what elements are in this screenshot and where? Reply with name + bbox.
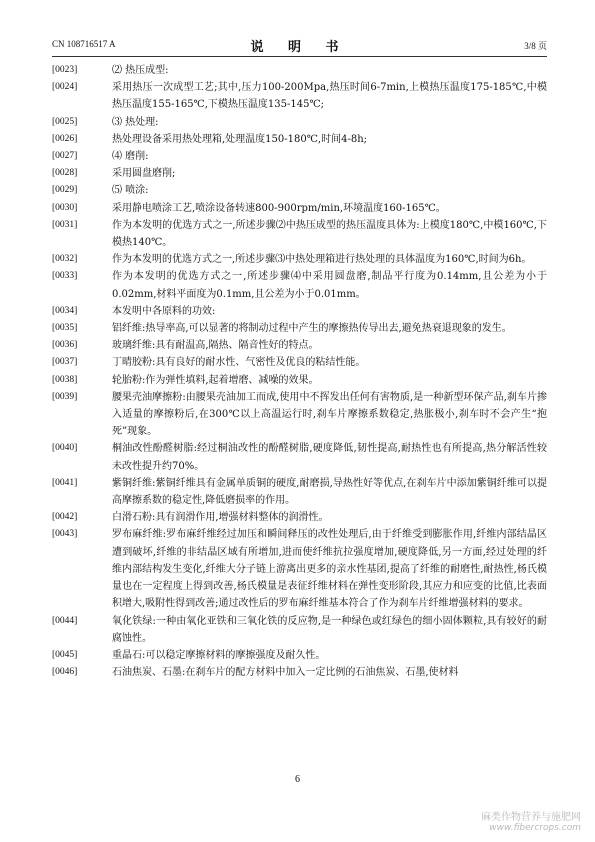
- paragraph: [52, 664, 547, 681]
- paragraph: [52, 389, 547, 441]
- paragraph-number: [0033]: [52, 271, 78, 282]
- paragraph-number: [0036]: [52, 340, 78, 351]
- paragraph-text: 氧化铁绿:一种由氧化亚铁和三氧化铁的反应物,是一种绿色或红绿色的细小固体颗粒,具有较好的耐腐蚀性。: [112, 615, 547, 644]
- paragraph-text: 轮胎粉:作为弹性填料,起着增磨、减噪的效果。: [112, 374, 319, 386]
- paragraph-text: ⑶ 热处理:: [112, 116, 159, 128]
- paragraph: [52, 200, 547, 217]
- patent-number: CN 108716517 A: [52, 39, 116, 49]
- paragraph-number: [0037]: [52, 357, 78, 368]
- paragraph: [52, 251, 547, 268]
- paragraph-text: 热处理设备采用热处理箱,处理温度150-180℃,时间4-8h;: [112, 133, 368, 145]
- paragraph-text: 紫铜纤维:紫铜纤维具有金属单质铜的硬度,耐磨损,导热性好等优点,在刹车片中添加紫铜纤维可以提高摩擦系数的稳定性,降低磨损率的作用。: [112, 477, 547, 507]
- paragraph: [52, 148, 547, 165]
- paragraph-number: [0026]: [52, 133, 78, 144]
- paragraph: [52, 372, 547, 389]
- paragraph-number: [0027]: [52, 151, 78, 162]
- document-title: 说 明 书: [250, 40, 349, 55]
- paragraph-text: ⑸ 喷涂:: [112, 185, 149, 197]
- paragraph: [52, 509, 547, 526]
- paragraph: [52, 613, 547, 647]
- paragraph: [52, 354, 547, 371]
- paragraph-number: [0029]: [52, 185, 78, 196]
- paragraph-text: 采用热压一次成型工艺;其中,压力100-200Mpa,热压时间6-7min,上模热压温度175-185℃,中模热压温度155-165℃,下模热压温度135-145℃;: [112, 82, 547, 111]
- paragraph: [52, 475, 547, 509]
- paragraph-number: [0038]: [52, 374, 78, 385]
- page-number: 6: [295, 774, 300, 785]
- paragraph: [52, 165, 547, 182]
- page-info: 3/8 页: [524, 41, 547, 51]
- paragraph-number: [0028]: [52, 168, 78, 179]
- paragraph-text: 石油焦炭、石墨:在刹车片的配方材料中加入一定比例的石油焦炭、石墨,使材料: [112, 667, 459, 679]
- paragraph: [52, 268, 547, 302]
- paragraph-number: [0023]: [52, 65, 78, 75]
- page-header: [52, 36, 547, 55]
- paragraph-number: [0024]: [52, 82, 78, 93]
- header-rule: [52, 56, 547, 57]
- paragraph-text: 采用圆盘磨削;: [112, 168, 176, 180]
- paragraph-number: [0030]: [52, 202, 78, 213]
- paragraph-text: 白滑石粉:具有润滑作用,增强材料整体的润滑性。: [112, 512, 329, 524]
- paragraph-text: 本发明中各原料的功效:: [112, 305, 216, 317]
- watermark-url: www.fibercrops.com: [489, 823, 581, 833]
- paragraph-text: ⑵ 热压成型:: [112, 65, 169, 76]
- paragraph-number: [0042]: [52, 512, 78, 523]
- paragraph-text: ⑷ 磨削:: [112, 151, 149, 163]
- paragraph: [52, 182, 547, 199]
- paragraph-text: 铝纤维:热导率高,可以显著的将制动过程中产生的摩擦热传导出去,避免热衰退现象的发生。: [112, 323, 512, 335]
- paragraph: [52, 440, 547, 474]
- paragraph-number: [0046]: [52, 667, 78, 678]
- paragraph-number: [0044]: [52, 615, 78, 626]
- paragraph-number: [0039]: [52, 391, 78, 402]
- paragraph: [52, 62, 547, 79]
- paragraph-number: [0043]: [52, 529, 78, 540]
- paragraph-number: [0031]: [52, 219, 78, 230]
- paragraph-text: 罗布麻纤维:罗布麻纤维经过加压和瞬间释压的改性处理后,由于纤维受到膨胀作用,纤维内部结晶区遭到破坏,纤维的非结晶区域有所增加,进而使纤维抗拉强度增加,硬度降低,另一方面,经过处理的纤维内部结构发生变化,纤维大分子链上游离出更多的亲水性基团,提高了纤维的耐磨性,耐热性,杨氏模量也在一定程度上得到改善,杨氏模量是表征纤维材料在弹性变形阶段,其应力和应变的比值,比表面积增大,吸附性得到改善;通过改性后的罗布麻纤维基本符合了作为刹车片纤维增强材料的要求。: [112, 529, 547, 610]
- watermark-text: 麻类作物营养与施肥网: [481, 812, 581, 823]
- paragraph-number: [0045]: [52, 649, 78, 660]
- paragraph-text: 玻璃纤维:具有耐温高,隔热、隔音性好的特点。: [112, 340, 319, 352]
- paragraph: [52, 131, 547, 148]
- paragraph-text: 桐油改性酚醛树脂:经过桐油改性的酚醛树脂,硬度降低,韧性提高,耐热性也有所提高,热分解活性较未改性提升约70%。: [112, 443, 547, 472]
- paragraph-text: 作为本发明的优选方式之一,所述步骤⑷中采用圆盘磨,制品平行度为0.14mm,且公差为小于0.02mm,材料平面度为0.1mm,且公差为小于0.01mm。: [112, 271, 547, 300]
- paragraph: [52, 303, 547, 320]
- paragraph-number: [0034]: [52, 305, 78, 316]
- paragraph: [52, 337, 547, 354]
- paragraph-text: 丁晴胶粉:具有良好的耐水性、气密性及优良的粘结性能。: [112, 357, 366, 369]
- paragraph-number: [0035]: [52, 323, 78, 334]
- paragraph-number: [0025]: [52, 116, 78, 127]
- paragraph-text: 作为本发明的优选方式之一,所述步骤⑶中热处理箱进行热处理的具体温度为160℃,时间为6h。: [112, 254, 532, 266]
- paragraph-number: [0041]: [52, 477, 78, 488]
- paragraph-text: 采用静电喷涂工艺,喷涂设备转速800-900rpm/min,环境温度160-165℃。: [112, 202, 446, 214]
- paragraph-number: [0040]: [52, 443, 78, 454]
- paragraph-number: [0032]: [52, 254, 78, 265]
- paragraph: [52, 526, 547, 612]
- paragraph: [52, 79, 547, 113]
- paragraph-text: 腰果壳油摩擦粉:由腰果壳油加工而成,使用中不挥发出任何有害物质,是一种新型环保产品,刹车片掺入适量的摩擦粉后,在300℃以上高温运行时,刹车片摩擦系数稳定,热胀极小,刹车时不会产生“抱死”现象。: [112, 391, 547, 438]
- document-body: [52, 62, 547, 681]
- paragraph: [52, 217, 547, 251]
- paragraph-text: 重晶石:可以稳定摩擦材料的摩擦强度及耐久性。: [112, 649, 326, 661]
- paragraph-text: 作为本发明的优选方式之一,所述步骤⑵中热压成型的热压温度具体为:上模度180℃,中模160℃,下模热140℃。: [112, 219, 547, 249]
- paragraph: [52, 647, 547, 664]
- site-watermark: [481, 812, 581, 834]
- paragraph: [52, 320, 547, 337]
- paragraph: [52, 114, 547, 131]
